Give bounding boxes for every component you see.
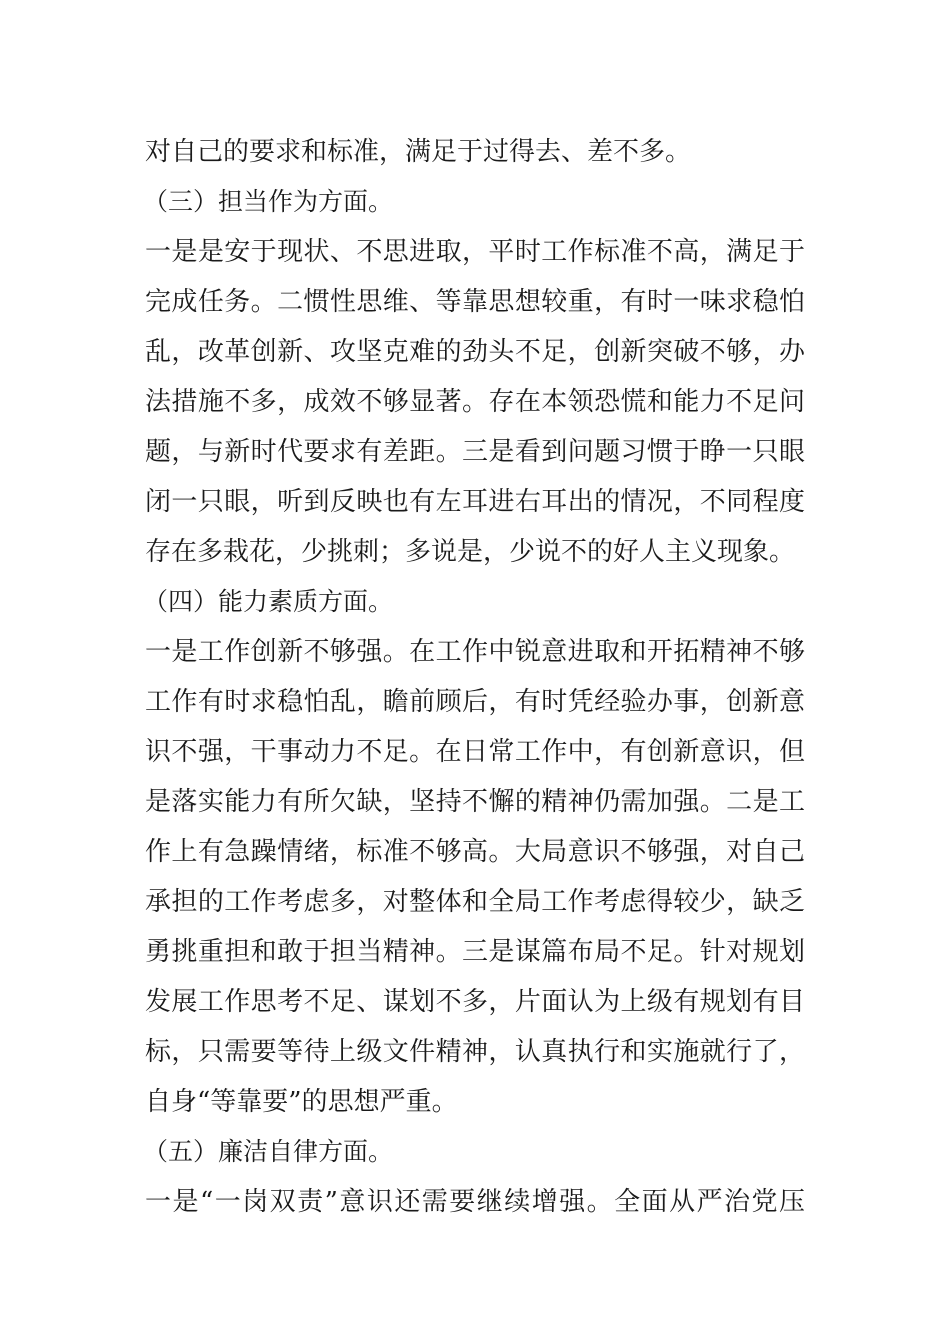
paragraph-line: 自身“等靠要”的思想严重。 [145,1087,458,1117]
section-heading-5: （五）廉洁自律方面。 [143,1137,394,1166]
paragraph-line: 作上有急躁情绪，标准不够高。大局意识不够强，对自己 [145,837,805,867]
section-heading-4: （四）能力素质方面。 [143,587,394,616]
paragraph-line: 勇挑重担和敢于担当精神。三是谋篇布局不足。针对规划 [145,937,805,967]
paragraph-line: 工作有时求稳怕乱，瞻前顾后，有时凭经验办事，创新意 [145,687,805,717]
paragraph-line: 闭一只眼，听到反映也有左耳进右耳出的情况，不同程度 [145,487,805,517]
paragraph-line: 乱，改革创新、攻坚克难的劲头不足，创新突破不够，办 [145,337,805,367]
paragraph-line: 法措施不多，成效不够显著。存在本领恐慌和能力不足问 [145,387,805,417]
paragraph-line: 承担的工作考虑多，对整体和全局工作考虑得较少，缺乏 [145,887,805,917]
paragraph-line: 是落实能力有所欠缺，坚持不懈的精神仍需加强。二是工 [145,787,805,817]
paragraph-line: 题，与新时代要求有差距。三是看到问题习惯于睁一只眼 [145,437,805,467]
paragraph-line: 识不强，干事动力不足。在日常工作中，有创新意识，但 [145,737,805,767]
paragraph-line: 对自己的要求和标准，满足于过得去、差不多。 [145,137,692,167]
paragraph-line: 一是“一岗双责”意识还需要继续增强。全面从严治党压 [145,1187,805,1217]
paragraph-line: 一是是安于现状、不思进取，平时工作标准不高，满足于 [145,237,805,267]
paragraph-line: 存在多栽花，少挑刺；多说是，少说不的好人主义现象。 [145,537,796,567]
paragraph-line: 一是工作创新不够强。在工作中锐意进取和开拓精神不够 [145,637,805,667]
section-heading-3: （三）担当作为方面。 [143,187,394,216]
paragraph-line: 标，只需要等待上级文件精神，认真执行和实施就行了， [145,1037,805,1067]
paragraph-line: 完成任务。二惯性思维、等靠思想较重，有时一味求稳怕 [145,287,805,317]
paragraph-line: 发展工作思考不足、谋划不多，片面认为上级有规划有目 [145,987,805,1017]
